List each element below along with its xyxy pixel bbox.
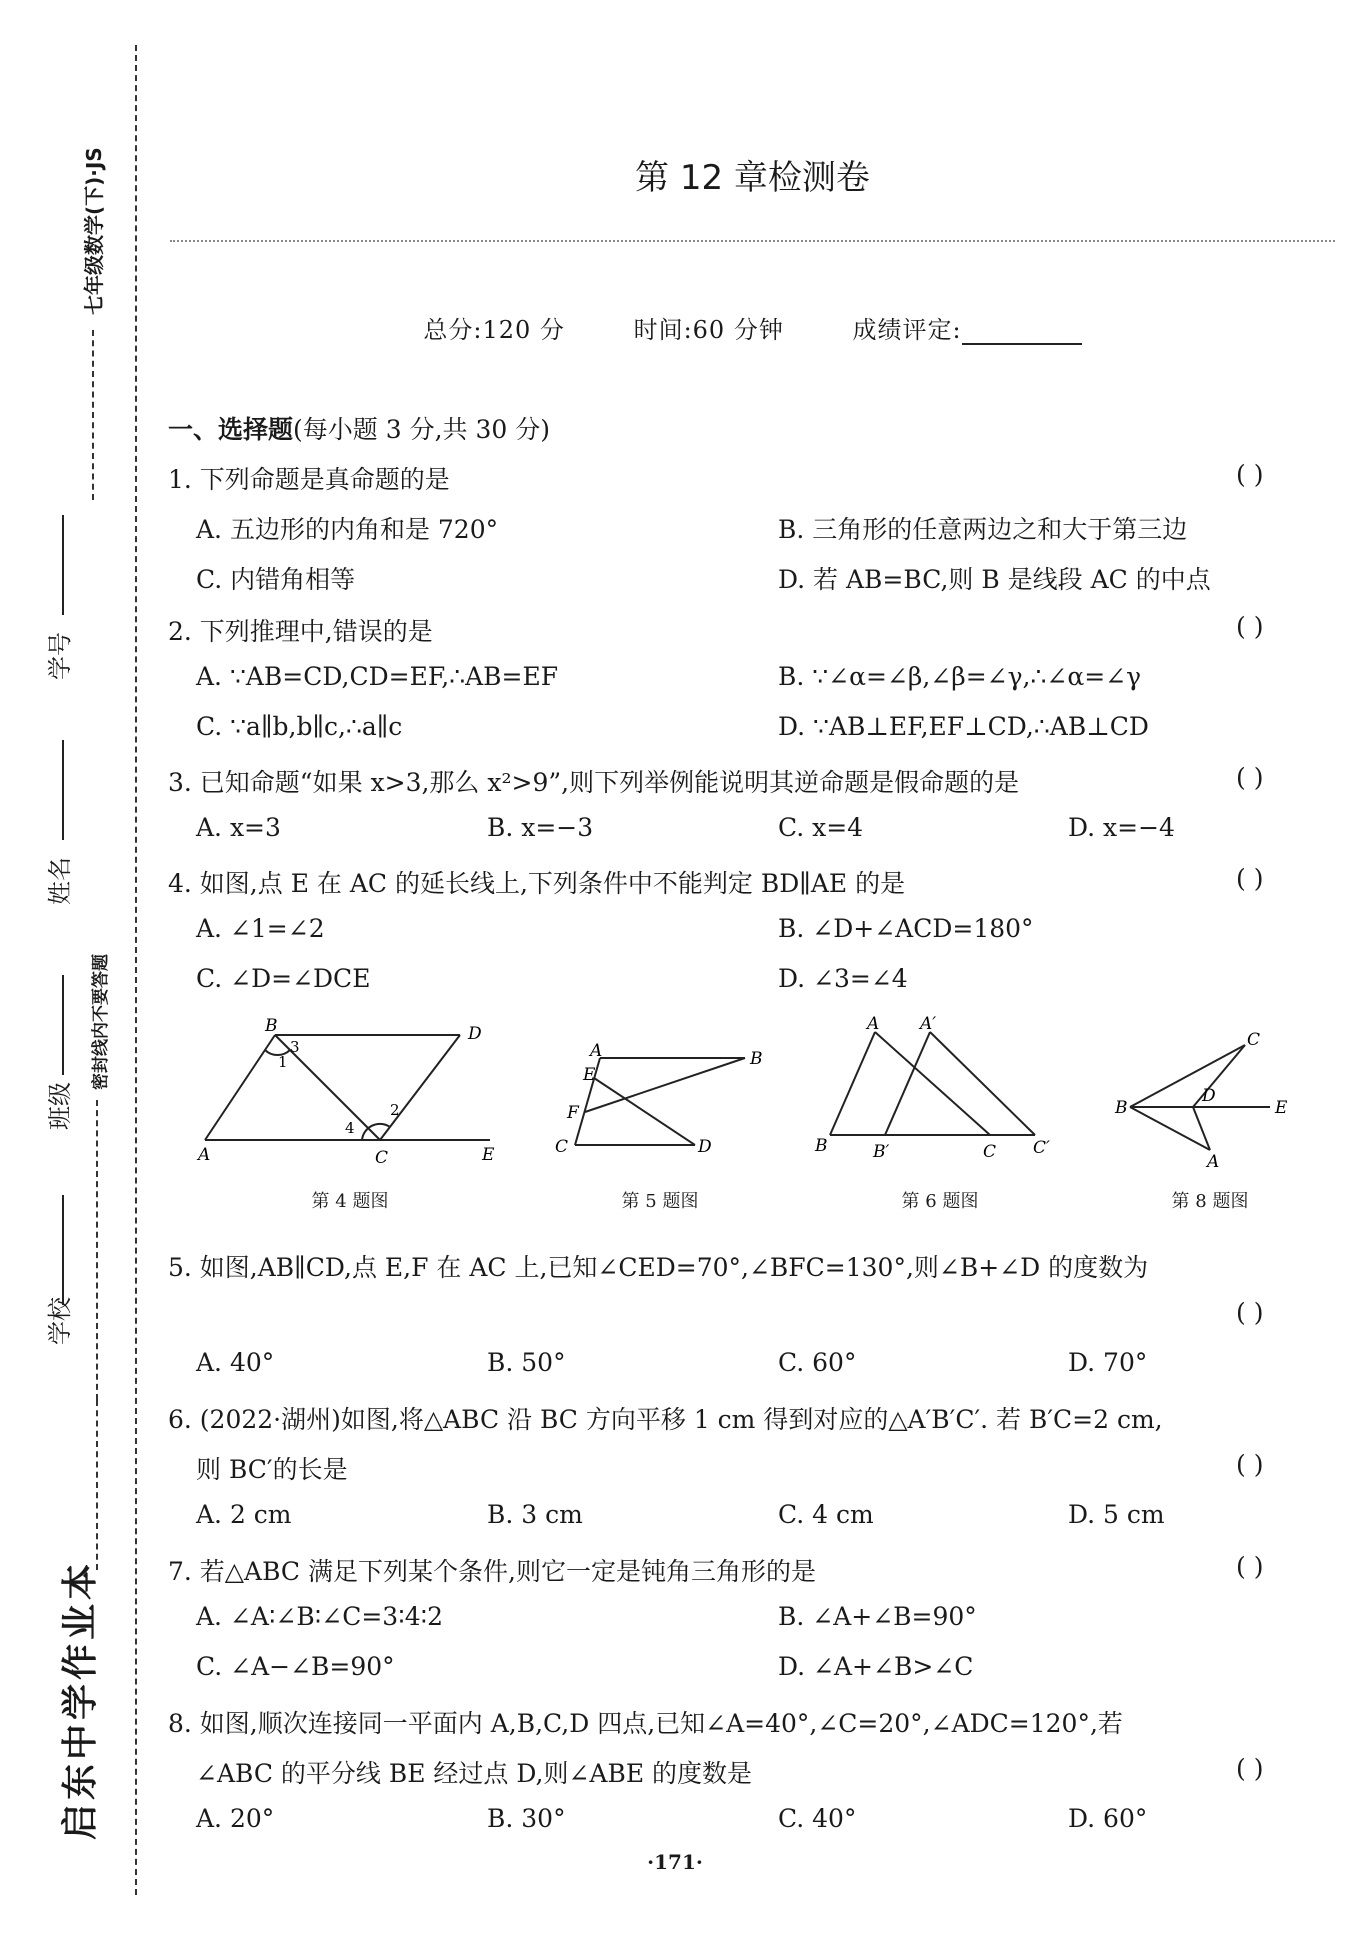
- q1-option-b[interactable]: B. 三角形的任意两边之和大于第三边: [778, 515, 1188, 544]
- q4-option-a[interactable]: A. ∠1=∠2: [196, 914, 325, 943]
- q6-option-c[interactable]: C. 4 cm: [778, 1500, 874, 1529]
- fig6-line-a-prime-c-prime: [930, 1032, 1035, 1135]
- answer-paren-5[interactable]: ( ): [1236, 1298, 1264, 1327]
- fig4-label-b: B: [265, 1016, 278, 1036]
- grade-field: 成绩评定:: [852, 316, 1081, 344]
- question-2-stem: 2. 下列推理中,错误的是: [168, 617, 433, 646]
- fig5-label-c: C: [555, 1137, 569, 1157]
- class-field-line: [62, 975, 64, 1075]
- fig8-line-da: [1193, 1107, 1210, 1150]
- question-8-stem-cont: ∠ABC 的平分线 BE 经过点 D,则∠ABE 的度数是: [196, 1759, 753, 1788]
- class-field-label: 班级: [46, 1082, 74, 1130]
- grade-blank[interactable]: [962, 319, 1082, 345]
- figure-4-caption: 第 4 题图: [311, 1191, 389, 1212]
- fig5-label-f: F: [567, 1103, 579, 1123]
- fig8-label-d: D: [1202, 1086, 1216, 1106]
- question-7-stem: 7. 若△ABC 满足下列某个条件,则它一定是钝角三角形的是: [168, 1557, 816, 1586]
- answer-paren-3[interactable]: ( ): [1236, 763, 1264, 792]
- fig8-label-b: B: [1115, 1098, 1128, 1118]
- sidebar-dash-mid: [96, 1100, 98, 1400]
- fig4-label-c: C: [375, 1148, 389, 1165]
- answer-paren-1[interactable]: ( ): [1236, 460, 1264, 489]
- seal-notice: 密封线内不要答题: [91, 954, 111, 1090]
- q8-option-c[interactable]: C. 40°: [778, 1804, 857, 1833]
- q7-option-a[interactable]: A. ∠A∶∠B∶∠C=3∶4∶2: [196, 1602, 444, 1631]
- q2-option-a[interactable]: A. ∵AB=CD,CD=EF,∴AB=EF: [196, 662, 559, 691]
- q2-option-c[interactable]: C. ∵a∥b,b∥c,∴a∥c: [196, 712, 403, 741]
- name-field-label: 姓名: [46, 857, 74, 905]
- q5-option-b[interactable]: B. 50°: [487, 1348, 566, 1377]
- q5-option-a[interactable]: A. 40°: [196, 1348, 275, 1377]
- fig5-label-e: E: [583, 1065, 596, 1085]
- fig6-label-a: A: [867, 1015, 880, 1034]
- fig5-label-b: B: [750, 1049, 763, 1069]
- q7-option-d[interactable]: D. ∠A+∠B>∠C: [778, 1652, 974, 1681]
- sidebar-dash-bottom: [96, 1400, 98, 1570]
- q5-option-d[interactable]: D. 70°: [1068, 1348, 1148, 1377]
- q6-option-b[interactable]: B. 3 cm: [487, 1500, 583, 1529]
- fig4-label-e: E: [482, 1145, 495, 1165]
- id-field-line: [62, 515, 64, 615]
- q4-option-b[interactable]: B. ∠D+∠ACD=180°: [778, 914, 1034, 943]
- binding-sidebar: [0, 0, 130, 1947]
- q3-option-b[interactable]: B. x=−3: [487, 813, 594, 842]
- fig6-label-c: C: [983, 1142, 997, 1162]
- fig4-label-4: 4: [345, 1119, 355, 1137]
- q8-option-d[interactable]: D. 60°: [1068, 1804, 1148, 1833]
- q8-option-a[interactable]: A. 20°: [196, 1804, 275, 1833]
- sidebar-dash-top: [92, 330, 94, 500]
- fig5-line-fb: [585, 1058, 745, 1112]
- q1-option-a[interactable]: A. 五边形的内角和是 720°: [196, 515, 499, 544]
- fig4-label-d: D: [468, 1024, 482, 1044]
- exam-meta: [170, 310, 1335, 345]
- school-field-label: 学校: [46, 1297, 74, 1345]
- fig4-line-cd: [380, 1035, 460, 1140]
- answer-paren-6[interactable]: ( ): [1236, 1450, 1264, 1479]
- fig6-label-b: B: [815, 1136, 828, 1156]
- fig5-label-d: D: [698, 1137, 712, 1157]
- q6-option-a[interactable]: A. 2 cm: [196, 1500, 292, 1529]
- total-score: 总分:120 分: [423, 316, 565, 344]
- q4-option-c[interactable]: C. ∠D=∠DCE: [196, 964, 371, 993]
- fig8-label-c: C: [1247, 1030, 1261, 1050]
- fig6-line-ba: [830, 1032, 875, 1135]
- fig4-label-a: A: [198, 1145, 211, 1165]
- figure-6: [805, 1015, 1075, 1165]
- figure-8-caption: 第 8 题图: [1171, 1191, 1249, 1212]
- q2-option-b[interactable]: B. ∵∠α=∠β,∠β=∠γ,∴∠α=∠γ: [778, 662, 1142, 691]
- fig4-label-1: 1: [278, 1053, 288, 1071]
- figure-8: [1105, 1025, 1315, 1170]
- fig8-line-bc: [1130, 1045, 1245, 1107]
- q5-option-c[interactable]: C. 60°: [778, 1348, 857, 1377]
- q1-option-c[interactable]: C. 内错角相等: [196, 565, 356, 594]
- question-1-stem: 1. 下列命题是真命题的是: [168, 465, 450, 494]
- question-5-stem: 5. 如图,AB∥CD,点 E,F 在 AC 上,已知∠CED=70°,∠BFC=130°,则∠B+∠D 的度数为: [168, 1253, 1149, 1282]
- answer-paren-7[interactable]: ( ): [1236, 1552, 1264, 1581]
- page-title: 第 12 章检测卷: [635, 158, 870, 198]
- q3-option-a[interactable]: A. x=3: [196, 813, 281, 842]
- fig4-label-2: 2: [390, 1101, 400, 1119]
- q3-option-c[interactable]: C. x=4: [778, 813, 864, 842]
- section-heading: 一、选择题(每小题 3 分,共 30 分): [168, 415, 550, 444]
- q4-option-d[interactable]: D. ∠3=∠4: [778, 964, 908, 993]
- fig6-label-c-prime: C′: [1033, 1138, 1050, 1158]
- fig8-line-ba: [1130, 1107, 1210, 1150]
- answer-paren-4[interactable]: ( ): [1236, 864, 1264, 893]
- q3-option-d[interactable]: D. x=−4: [1068, 813, 1175, 842]
- figure-6-caption: 第 6 题图: [901, 1191, 979, 1212]
- name-field-line: [62, 740, 64, 840]
- seal-line: [135, 45, 137, 1895]
- fig8-line-cd: [1193, 1045, 1245, 1107]
- question-4-stem: 4. 如图,点 E 在 AC 的延长线上,下列条件中不能判定 BD∥AE 的是: [168, 869, 906, 898]
- question-6-stem-cont: 则 BC′的长是: [196, 1455, 348, 1484]
- page-number: ·171·: [647, 1850, 703, 1874]
- fig8-label-a: A: [1207, 1152, 1220, 1170]
- answer-paren-2[interactable]: ( ): [1236, 612, 1264, 641]
- subject-label: 七年级数学(下)·JS: [82, 147, 106, 315]
- fig5-label-a: A: [590, 1041, 603, 1061]
- q7-option-b[interactable]: B. ∠A+∠B=90°: [778, 1602, 977, 1631]
- q1-option-d[interactable]: D. 若 AB=BC,则 B 是线段 AC 的中点: [778, 565, 1211, 594]
- title-divider: [170, 240, 1335, 242]
- q2-option-d[interactable]: D. ∵AB⊥EF,EF⊥CD,∴AB⊥CD: [778, 712, 1149, 741]
- question-3-stem: 3. 已知命题“如果 x>3,那么 x²>9”,则下列举例能说明其逆命题是假命题的是: [168, 768, 1020, 797]
- q8-option-b[interactable]: B. 30°: [487, 1804, 566, 1833]
- q6-option-d[interactable]: D. 5 cm: [1068, 1500, 1165, 1529]
- school-field-line: [62, 1195, 64, 1305]
- fig8-label-e: E: [1275, 1098, 1288, 1118]
- answer-paren-8[interactable]: ( ): [1236, 1754, 1264, 1783]
- question-6-stem: 6. (2022·湖州)如图,将△ABC 沿 BC 方向平移 1 cm 得到对应的△A′B′C′. 若 B′C=2 cm,: [168, 1405, 1163, 1434]
- figure-5-caption: 第 5 题图: [621, 1191, 699, 1212]
- book-name: 启东中学作业本: [60, 1559, 101, 1840]
- question-8-stem: 8. 如图,顺次连接同一平面内 A,B,C,D 四点,已知∠A=40°,∠C=20°,∠ADC=120°,若: [168, 1709, 1123, 1738]
- time-limit: 时间:60 分钟: [633, 316, 784, 344]
- fig4-label-3: 3: [290, 1038, 300, 1056]
- id-field-label: 学号: [46, 632, 74, 680]
- figure-4: [190, 1015, 510, 1165]
- fig5-line-ed: [594, 1078, 695, 1145]
- q7-option-c[interactable]: C. ∠A−∠B=90°: [196, 1652, 395, 1681]
- figure-5: [545, 1040, 775, 1165]
- fig6-label-b-prime: B′: [873, 1142, 890, 1162]
- fig6-label-a-prime: A′: [920, 1015, 937, 1034]
